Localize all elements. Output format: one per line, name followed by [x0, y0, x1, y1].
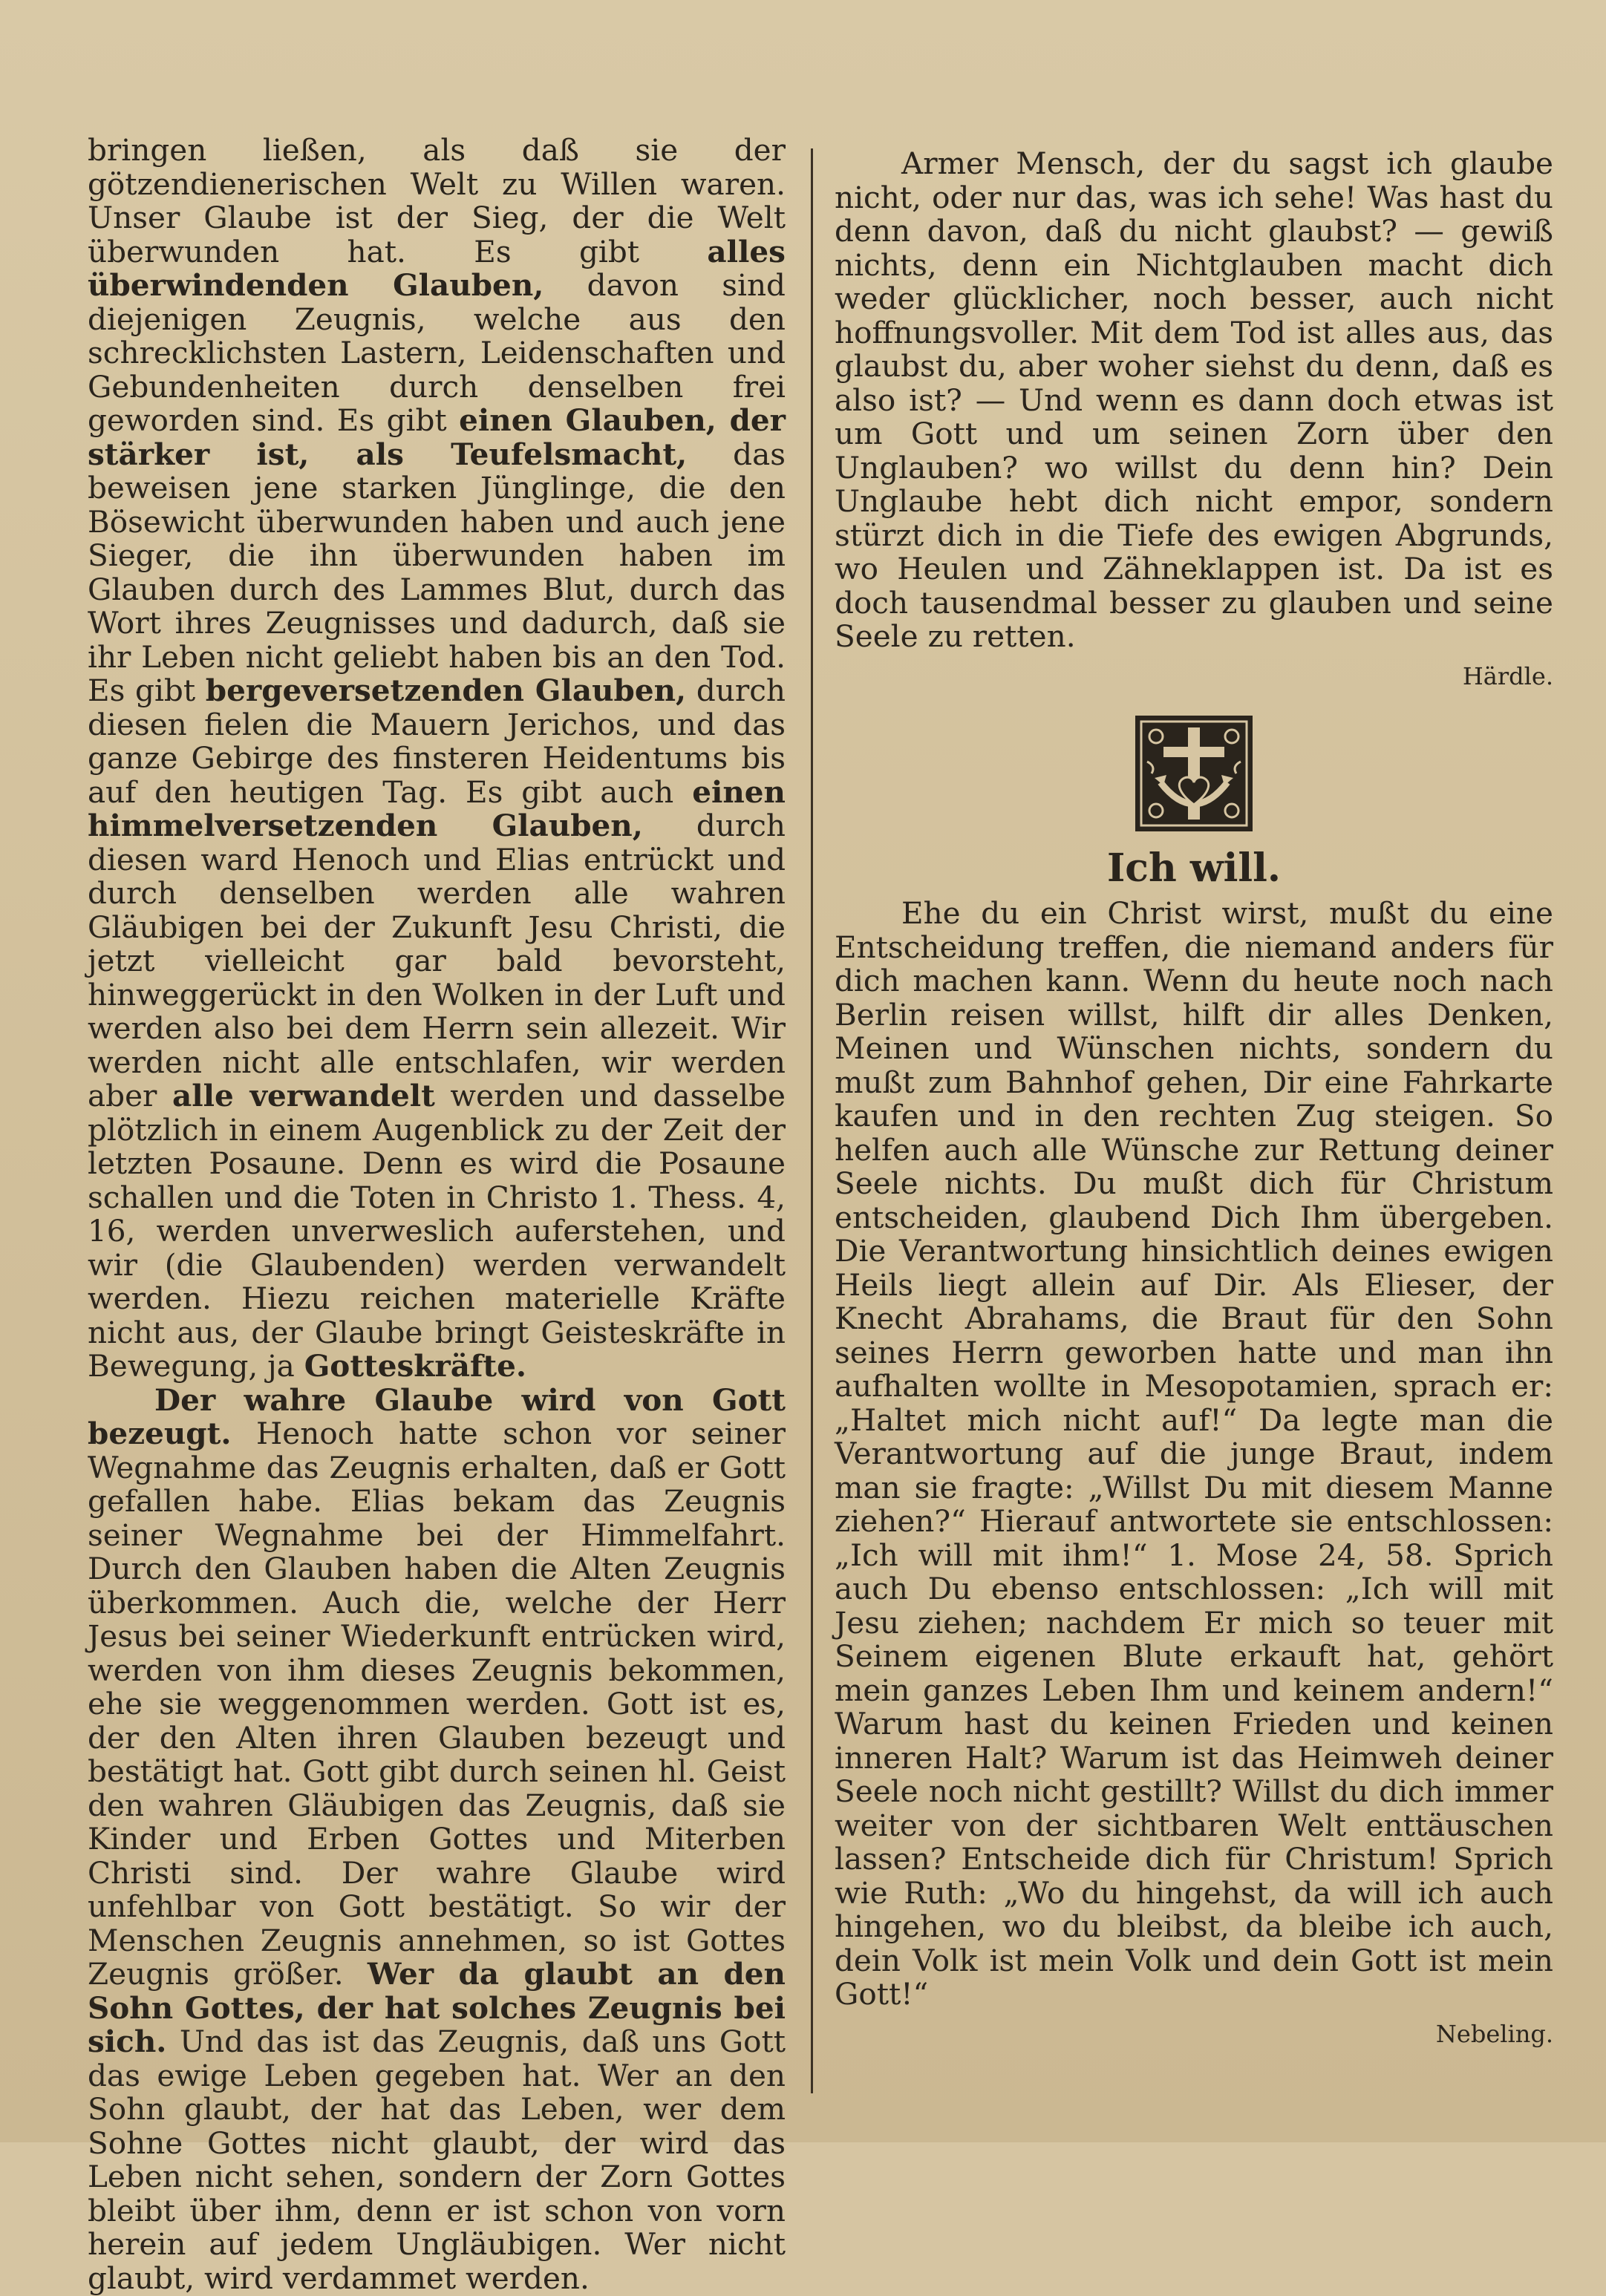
text-run: bringen ließen, als daß sie der götzendienerischen Welt zu Willen waren. Unser Glaube ist der Sieg, der die Welt überwunden hat. Es gibt	[88, 132, 786, 269]
text-run: davon sind diejenigen Zeugnis, welche aus den schrecklichsten Lastern, Leidenschaften und Gebundenheiten durch denselben frei geworden sind. Es gibt	[88, 267, 786, 438]
emphasis: einen Glauben, der stärker ist, als Teufelsmacht,	[88, 402, 786, 472]
right-column	[835, 147, 1553, 2051]
emphasis: Gotteskräfte.	[304, 1348, 526, 1384]
text-run: Und das ist das Zeugnis, daß uns Gott das ewige Leben gegeben hat. Wer an den Sohn glaubt, der hat das Leben, wer dem Sohne Gottes nicht glaubt, der wird das Leben nicht sehen, sondern der Zorn Gottes bleibt über ihm, denn er ist schon von vorn herein auf jedem Ungläubigen. Wer nicht glaubt, wird verdammet werden.	[88, 2024, 786, 2296]
right-paragraph-2: Ehe du ein Christ wirst, mußt du eine Entscheidung treffen, die niemand anders für dich machen kann. Wenn du heute noch nach Berlin reisen willst, hilft dir alles Denken, Meinen und Wünschen nichts, sondern du mußt zum Bahnhof gehen, Dir eine Fahrkarte kaufen und in den rechten Zug steigen. So helfen auch alle Wünsche zur Rettung deiner Seele nichts. Du mußt dich für Christum entscheiden, glaubend Dich Ihm übergeben. Die Verantwortung hinsichtlich deines ewigen Heils liegt allein auf Dir. Als Elieser, der Knecht Abrahams, die Braut für den Sohn seines Herrn geworben hatte und man ihn aufhalten wollte in Mesopotamien, sprach er: „Haltet mich nicht auf!“ Da legte man die Verantwortung auf die junge Braut, indem man sie fragte: „Willst Du mit diesem Manne ziehen?“ Hierauf antwortete sie entschlossen: „Ich will mit ihm!“ 1. Mose 24, 58. Sprich auch Du ebenso entschlossen: „Ich will mit Jesu ziehen; nachdem Er mich so teuer mit Seinem eigenen Blute erkauft hat, gehört mein ganzes Leben Ihm und keinem andern!“ Warum hast du keinen Frieden und keinen inneren Halt? Warum ist das Heimweh deiner Seele noch nicht gestillt? Willst du dich immer weiter von der sichtbaren Welt enttäuschen lassen? Entscheide dich für Christum! Sprich wie Ruth: „Wo du hingehst, da will ich auch hingehen, wo du bleibst, da bleibe ich auch, dein Volk ist mein Volk und dein Gott ist mein Gott!“	[835, 895, 1553, 2012]
text-run: werden und dasselbe plötzlich in einem Augenblick zu der Zeit der letzten Posaune. Denn es wird die Posaune schallen und die Toten in Christo 1. Thess. 4, 16, werden unverweslich auferstehen, und wir (die Glaubenden) werden verwandelt werden. Hiezu reichen materielle Kräfte nicht aus, der Glaube bringt Geisteskräfte in Bewegung, ja	[88, 1078, 786, 1384]
text-run: durch diesen ward Henoch und Elias entrückt und durch denselben werden alle wahren Gläubigen bei der Zukunft Jesu Christi, die jetzt vielleicht gar bald bevorsteht, hinweggerückt in den Wolken in der Luft und werden also bei dem Herrn sein allezeit. Wir werden nicht alle entschlafen, wir werden aber	[88, 808, 786, 1113]
column-divider	[811, 148, 813, 2093]
author-signature-haerdle: Härdle.	[1462, 661, 1553, 690]
emphasis: alles überwindenden Glauben,	[88, 233, 786, 303]
emphasis: Wer da glaubt an den Sohn Gottes, der hat solches Zeugnis bei sich.	[88, 1956, 786, 2059]
text-run: Henoch hatte schon vor seiner Wegnahme das Zeugnis erhalten, daß er Gott gefallen habe. Elias bekam das Zeugnis seiner Wegnahme bei der Himmelfahrt. Durch den Glauben haben die Alten Zeugnis überkommen. Auch die, welche der Herr Jesus bei seiner Wiederkunft entrücken wird, werden von ihm dieses Zeugnis bekommen, ehe sie weggenommen werden. Gott ist es, der den Alten ihren Glauben bezeugt und bestätigt hat. Gott gibt durch seinen hl. Geist den wahren Gläubigen das Zeugnis, daß sie Kinder und Erben Gottes und Miterben Christi sind. Der wahre Glaube wird unfehlbar von Gott bestätigt. So wir der Menschen Zeugnis annehmen, so ist Gottes Zeugnis größer.	[88, 1416, 786, 1992]
emphasis: alle verwandelt	[172, 1078, 435, 1113]
left-paragraph-2	[88, 1381, 786, 2296]
emphasis: einen himmelversetzenden Glauben,	[88, 773, 786, 843]
emphasis: Der wahre Glaube wird von Gott bezeugt.	[88, 1381, 786, 1451]
cross-anchor-heart-ornament-icon	[1134, 714, 1254, 833]
text-run: das beweisen jene starken Jünglinge, die den Bösewicht überwunden haben und auch jene Sieger, die ihn überwunden haben im Glauben durch des Lammes Blut, durch das Wort ihres Zeugnisses und dadurch, daß sie ihr Leben nicht geliebt haben bis an den Tod. Es gibt	[88, 436, 786, 708]
left-paragraph-1	[88, 134, 786, 1384]
author-signature-nebeling: Nebeling.	[1435, 2019, 1553, 2048]
text-run: durch diesen fielen die Mauern Jerichos, und das ganze Gebirge des finsteren Heidentums bis auf den heutigen Tag. Es gibt auch	[88, 673, 786, 810]
left-column	[88, 134, 786, 2295]
emphasis: bergeversetzenden Glauben,	[205, 673, 687, 708]
article-title: Ich will.	[1106, 846, 1282, 891]
right-paragraph-1: Armer Mensch, der du sagst ich glaube nicht, oder nur das, was ich sehe! Was hast du denn davon, daß du nicht glaubst? — gewiß nichts, denn ein Nichtglauben macht dich weder glücklicher, noch besser, auch nicht hoffnungsvoller. Mit dem Tod ist alles aus, das glaubst du, aber woher siehst du denn, daß es also ist? — Und wenn es dann doch etwas ist um Gott und um seinen Zorn über den Unglauben? wo willst du denn hin? Dein Unglaube hebt dich nicht empor, sondern stürzt dich in die Tiefe des ewigen Abgrunds, wo Heulen und Zähneklappen ist. Da ist es doch tausendmal besser zu glauben und seine Seele zu retten.	[835, 145, 1553, 654]
